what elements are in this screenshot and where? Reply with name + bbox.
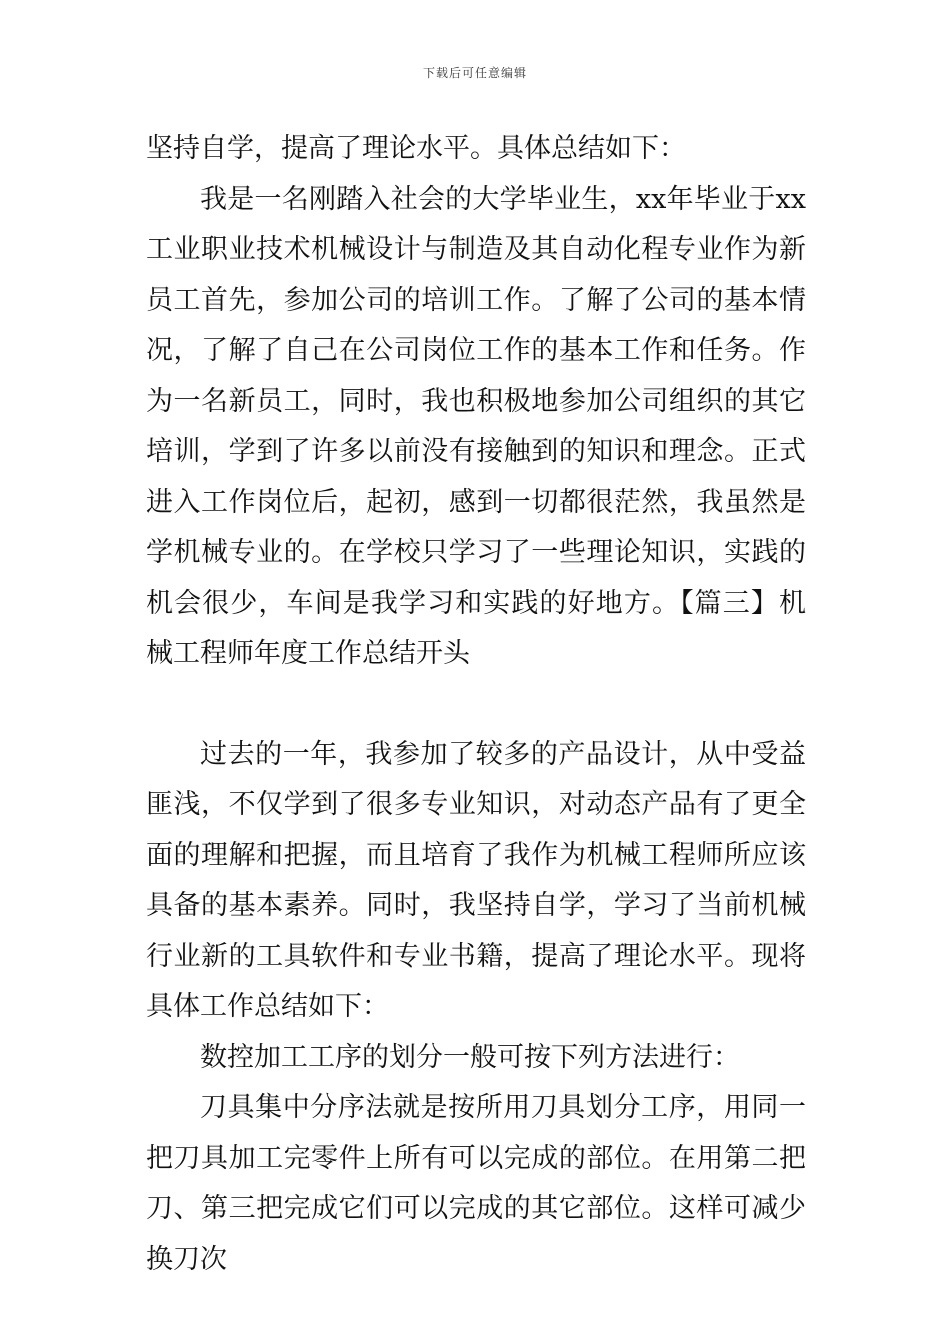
paragraph-spacer [146, 680, 806, 730]
paragraph-method-heading: 数控加工工序的划分一般可按下列方法进行： [200, 1041, 740, 1073]
document-body [146, 124, 806, 1285]
paragraph-continuation: 坚持自学，提高了理论水平。具体总结如下： [146, 133, 686, 164]
paragraph-intro: 我是一名刚踏入社会的大学毕业生，xx年毕业于xx工业职业技术机械设计与制造及其自动化程专业作为新员工首先，参加公司的培训工作。了解了公司的基本情况，了解了自己在公司岗位工作的基本工作和任务。作为一名新员工，同时，我也积极地参加公司组织的其它培训，学到了许多以前没有接触到的知识和理念。正式进入工作岗位后，起初，感到一切都很茫然，我虽然是学机械专业的。在学校只学习了一些理论知识，实践的机会很少，车间是我学习和实践的好地方。【篇三】机械工程师年度工作总结开头 [146, 183, 806, 669]
paragraph-tool-method: 刀具集中分序法就是按所用刀具划分工序，用同一把刀具加工完零件上所有可以完成的部位。在用第二把刀、第三把完成它们可以完成的其它部位。这样可减少换刀次 [146, 1092, 806, 1275]
paragraph-summary: 过去的一年，我参加了较多的产品设计，从中受益匪浅，不仅学到了很多专业知识，对动态产品有了更全面的理解和把握，而且培育了我作为机械工程师所应该具备的基本素养。同时，我坚持自学，学习了当前机械行业新的工具软件和专业书籍，提高了理论水平。现将具体工作总结如下： [146, 738, 806, 1022]
page-header: 下载后可任意编辑 [422, 66, 527, 80]
